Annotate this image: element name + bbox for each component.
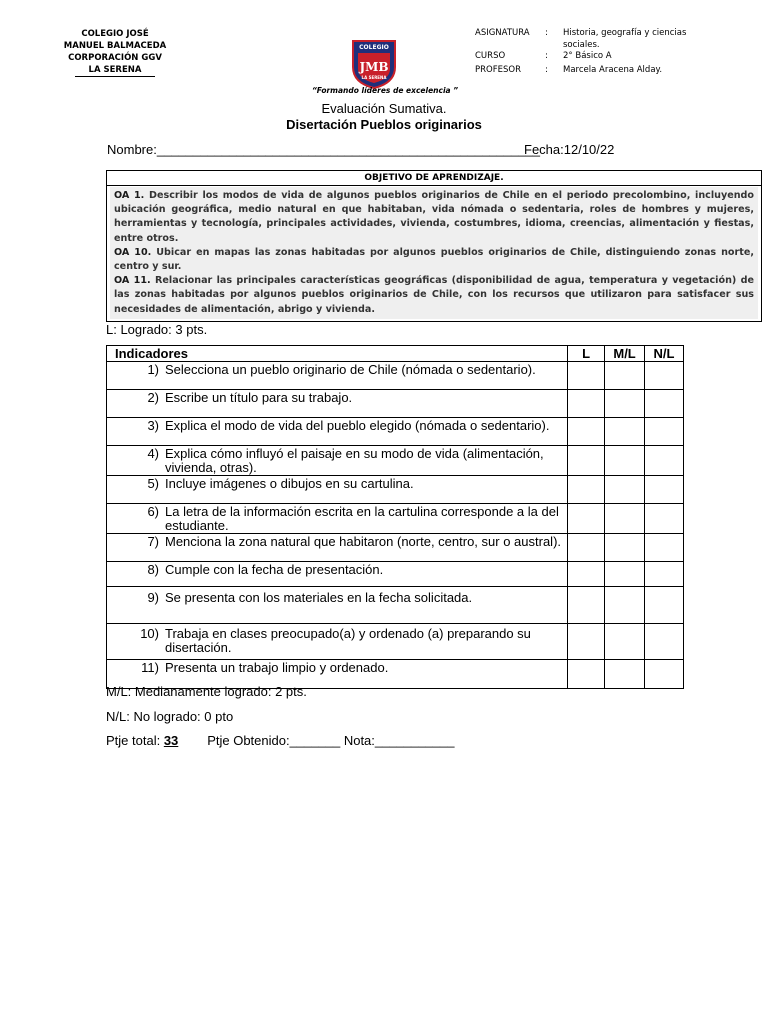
totals-line bbox=[106, 733, 454, 748]
school-line: CORPORACIÓN GGV bbox=[68, 53, 162, 63]
score-cell-ml[interactable] bbox=[605, 587, 645, 624]
scale-medianamente: M/L: Medianamente logrado: 2 pts. bbox=[106, 684, 307, 699]
score-cell-ml[interactable] bbox=[605, 476, 645, 504]
indicator-text: Se presenta con los materiales en la fecha solicitada. bbox=[165, 590, 473, 605]
motto: “Formando líderes de excelencia ” bbox=[311, 86, 459, 95]
total-points: 33 bbox=[163, 733, 179, 748]
header-ml: M/L bbox=[605, 346, 645, 362]
objective-label: OA 10. bbox=[114, 246, 152, 258]
logo-monogram: JMB bbox=[359, 60, 389, 74]
indicator-cell bbox=[107, 504, 568, 534]
info-value: Marcela Aracena Alday. bbox=[563, 64, 663, 75]
indicator-number: 1) bbox=[147, 362, 159, 377]
info-key: ASIGNATURA bbox=[475, 28, 530, 38]
table-header-row bbox=[107, 346, 684, 362]
info-key: PROFESOR bbox=[475, 64, 521, 75]
school-logo bbox=[349, 37, 399, 89]
objective-text: Ubicar en mapas las zonas habitadas por algunos pueblos originarios de Chile, distinguiendo zonas norte, centro y sur. bbox=[114, 246, 754, 273]
indicator-cell bbox=[107, 534, 568, 562]
score-cell-ml[interactable] bbox=[605, 418, 645, 446]
info-key: CURSO bbox=[475, 51, 506, 61]
score-cell-ml[interactable] bbox=[605, 534, 645, 562]
score-cell-l[interactable] bbox=[568, 418, 605, 446]
info-value: Historia, geografía y ciencias sociales. bbox=[563, 28, 687, 50]
objective-text: Relacionar las principales características geográficas (disponibilidad de agua, temperatura y vegetación) de las zonas habitadas por algunos pueblos originarios de Chile, con los recursos que utilizaron para satisfacer sus necesidades de alimentación, abrigo y vivienda. bbox=[114, 275, 754, 315]
indicator-text: Explica el modo de vida del pueblo elegido (nómada o sedentario). bbox=[165, 418, 550, 433]
indicator-number: 10) bbox=[140, 626, 159, 641]
info-sep: : bbox=[545, 28, 548, 38]
indicator-cell bbox=[107, 476, 568, 504]
indicator-number: 5) bbox=[147, 476, 159, 491]
score-cell-ml[interactable] bbox=[605, 624, 645, 660]
indicator-cell bbox=[107, 390, 568, 418]
table-row bbox=[107, 390, 684, 418]
indicator-number: 11) bbox=[141, 660, 159, 675]
points-obtained-field[interactable]: Ptje Obtenido:_______ bbox=[207, 733, 341, 748]
score-cell-nl[interactable] bbox=[645, 362, 684, 390]
logo-bottom-text: LA SERENA bbox=[361, 75, 387, 80]
score-cell-ml[interactable] bbox=[605, 390, 645, 418]
score-cell-nl[interactable] bbox=[645, 390, 684, 418]
objectives-body bbox=[110, 187, 758, 319]
info-value: 2° Básico A bbox=[563, 51, 612, 61]
indicator-text: Escribe un título para su trabajo. bbox=[165, 390, 353, 405]
header-l: L bbox=[568, 346, 605, 362]
indicator-text: Menciona la zona natural que habitaron (norte, centro, sur o austral). bbox=[165, 534, 562, 549]
indicator-text: Selecciona un pueblo originario de Chile (nómada o sedentario). bbox=[165, 362, 536, 377]
score-cell-nl[interactable] bbox=[645, 418, 684, 446]
indicator-cell bbox=[107, 362, 568, 390]
indicator-cell bbox=[107, 562, 568, 587]
indicator-cell bbox=[107, 624, 568, 660]
score-cell-ml[interactable] bbox=[605, 660, 645, 689]
page-subtitle: Evaluación Sumativa. bbox=[321, 101, 447, 116]
objective-item bbox=[114, 189, 754, 246]
score-cell-nl[interactable] bbox=[645, 476, 684, 504]
score-cell-ml[interactable] bbox=[605, 362, 645, 390]
score-cell-ml[interactable] bbox=[605, 504, 645, 534]
indicator-number: 3) bbox=[147, 418, 159, 433]
score-cell-ml[interactable] bbox=[605, 446, 645, 476]
score-cell-ml[interactable] bbox=[605, 562, 645, 587]
indicator-number: 6) bbox=[147, 504, 159, 519]
score-cell-l[interactable] bbox=[568, 504, 605, 534]
indicator-text: Trabaja en clases preocupado(a) y ordenado (a) preparando su disertación. bbox=[165, 626, 531, 655]
score-cell-nl[interactable] bbox=[645, 446, 684, 476]
indicator-cell bbox=[107, 587, 568, 624]
school-name bbox=[40, 28, 190, 77]
table-row bbox=[107, 418, 684, 446]
date-field: Fecha:12/10/22 bbox=[524, 142, 615, 157]
page-title: Disertación Pueblos originarios bbox=[286, 117, 482, 132]
score-cell-l[interactable] bbox=[568, 562, 605, 587]
indicator-text: La letra de la información escrita en la cartulina corresponde a la del estudiante. bbox=[165, 504, 559, 533]
table-row bbox=[107, 587, 684, 624]
logo-top-text: COLEGIO bbox=[359, 44, 389, 51]
table-row bbox=[107, 562, 684, 587]
score-cell-l[interactable] bbox=[568, 390, 605, 418]
objective-label: OA 1. bbox=[114, 190, 145, 201]
school-line: COLEGIO JOSÉ bbox=[81, 29, 149, 39]
table-row bbox=[107, 534, 684, 562]
score-cell-l[interactable] bbox=[568, 446, 605, 476]
grade-field[interactable]: Nota:___________ bbox=[343, 733, 455, 748]
scale-no-logrado: N/L: No logrado: 0 pto bbox=[106, 709, 234, 724]
objective-item bbox=[114, 274, 754, 317]
indicator-number: 8) bbox=[147, 562, 159, 577]
score-cell-l[interactable] bbox=[568, 660, 605, 689]
scale-logrado: L: Logrado: 3 pts. bbox=[106, 322, 208, 337]
indicator-number: 2) bbox=[147, 390, 159, 405]
total-label: Ptje total: bbox=[106, 733, 161, 748]
indicator-number: 7) bbox=[147, 534, 159, 549]
score-cell-l[interactable] bbox=[568, 624, 605, 660]
name-field[interactable]: Nombre:_____________________________________________________ bbox=[107, 142, 541, 157]
header-nl: N/L bbox=[645, 346, 684, 362]
indicator-cell bbox=[107, 418, 568, 446]
indicator-number: 4) bbox=[147, 446, 159, 461]
objective-label: OA 11. bbox=[114, 275, 151, 287]
indicator-cell bbox=[107, 446, 568, 476]
score-cell-nl[interactable] bbox=[645, 534, 684, 562]
indicator-number: 9) bbox=[147, 590, 159, 605]
score-cell-nl[interactable] bbox=[645, 660, 684, 689]
info-sep: : bbox=[545, 51, 548, 61]
score-cell-l[interactable] bbox=[568, 587, 605, 624]
info-row-curso bbox=[475, 51, 713, 63]
objective-text: Describir los modos de vida de algunos pueblos originarios de Chile en el periodo precolombino, incluyendo ubicación geográfica, medio natural en que habitaban, vida nómada o sedentaria, roles de hombres y mujeres, herramientas y tecnología, principales actividades, vivienda, costumbres, idioma, creencias, alimentación y fiestas, entre otros. bbox=[114, 190, 754, 244]
score-cell-nl[interactable] bbox=[645, 504, 684, 534]
course-info bbox=[475, 28, 713, 76]
score-cell-l[interactable] bbox=[568, 476, 605, 504]
table-row bbox=[107, 504, 684, 534]
score-cell-nl[interactable] bbox=[645, 562, 684, 587]
score-cell-nl[interactable] bbox=[645, 624, 684, 660]
indicator-text: Presenta un trabajo limpio y ordenado. bbox=[165, 660, 389, 675]
table-row bbox=[107, 446, 684, 476]
info-sep: : bbox=[545, 64, 548, 75]
score-cell-l[interactable] bbox=[568, 534, 605, 562]
indicator-text: Explica cómo influyó el paisaje en su modo de vida (alimentación, vivienda, otras). bbox=[165, 446, 544, 475]
info-row-profesor bbox=[475, 65, 713, 77]
header-indicadores: Indicadores bbox=[107, 346, 568, 362]
objectives-heading: OBJETIVO DE APRENDIZAJE. bbox=[107, 171, 761, 186]
table-row bbox=[107, 624, 684, 660]
indicator-text: Cumple con la fecha de presentación. bbox=[165, 562, 384, 577]
table-row bbox=[107, 476, 684, 504]
school-line: LA SERENA bbox=[75, 64, 156, 77]
score-cell-nl[interactable] bbox=[645, 587, 684, 624]
objective-item bbox=[114, 246, 754, 274]
objectives-box bbox=[106, 170, 762, 322]
indicator-text: Incluye imágenes o dibujos en su cartulina. bbox=[165, 476, 414, 491]
info-row-asignatura bbox=[475, 28, 713, 51]
score-cell-l[interactable] bbox=[568, 362, 605, 390]
school-line: MANUEL BALMACEDA bbox=[63, 41, 167, 51]
table-row bbox=[107, 362, 684, 390]
indicators-table bbox=[106, 345, 684, 689]
